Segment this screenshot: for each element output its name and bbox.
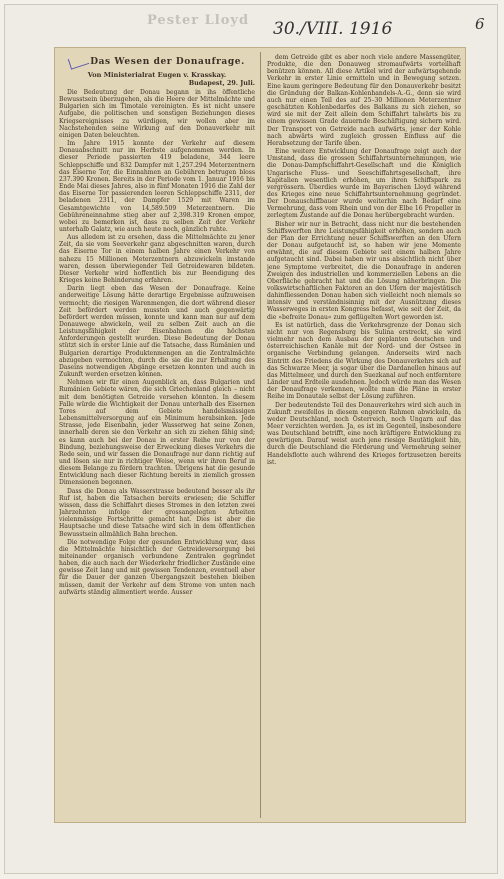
pencil-mark-icon [68, 54, 89, 70]
handwritten-date: 30./VIII. 1916 [273, 19, 393, 39]
article-paragraph: Dass die Donau als Wasserstrasse bedeutend besser als ihr Ruf ist, haben die Tatsachen bereits erwiesen; die Schiffer wissen, dass die Schiffahrt dieses Stromes in den letzten zwei Jahrzehnten infolge der grossangelegten Arbeiten vielenmässige Fortschritte gemacht hat. Dies ist aber die Hauptsache und diese Tatsache wird sich in dem öffentlichen Bewusstsein allmählich Bahn brechen. [59, 487, 255, 538]
column-divider [260, 52, 261, 818]
article-paragraph: Es ist natürlich, dass die Verkehrsgrenze der Donau sich nicht nur von Regensburg bis Sulina erstreckt, sie wird vielmehr nach dem Ausbau der geplanten deutschen und österreichischen Kanäle mit der Nord- und der Ostsee in organische Verbindung gelangen. Anderseits wird nach Eintritt des Friedens die Wirkung des Donauverkehrs sich auf das Schwarze Meer, ja sogar über die Dardanellen hinaus auf das Mittelmeer, und durch den Suezkanal auf noch entferntere Länder und Erdteile ausdehnen. Jedoch würde man das Wesen der Donaufrage verkennen, wollte man die Pläne in erster Reihe im Donautale selbst der Lösung zuführen. [267, 321, 461, 401]
article-paragraph: Eine weitere Entwicklung der Donaufrage zeigt auch der Umstand, dass die grossen Schiffahrtsunternehmungen, wie die Donau-Dampfschiffahrt-Gesellschaft und die Königlich Ungarische Fluss- und Seeschiffahrtsgesellschaft, ihre Kapitalien wesentlich erhöhen, um ihren Schiffspark zu vergrössern. Überdies wurde im Bayerischen Lloyd während des Krieges eine neue Schiffahrtsunternehmung gegründet. Der Donauschiffbauer wurde weiterhin nach Bedarf eine Vermehrung, dass vom Rhein und von der Elbe 16 Propeller in zerlegtem Zustande auf die Donau herübergebracht wurden. [267, 148, 461, 220]
article-dateline: Budapest, 29. Juli. [188, 79, 255, 87]
article-paragraph: dem Getreide gibt es aber noch viele andere Massengüter, Produkte, die den Donauweg stromaufwärts vorteilhaft benützen können. All diese Artikel wird der aufwärtsgehende Verkehr in erster Linie ermitteln und in Bewegung setzen. Eine kaum geringere Bedeutung für den Donauverkehr besitzt die Gründung der Balkan-Kohlenhandels-A.-G., denn sie wird auch nur einen Teil des auf 25–30 Millionen Meterzentner geschätzten Kohlenbedarfes des Balkans zu sich ziehen, so wird sie mit der Zeit allein dem Schiffahrt talwärts bis zu einem gewissen Grade dauernde Beschäftigung sichern wird. Der Transport von Getreide nach aufwärts, jener der Kohle nach abwärts wird zugleich grossen Einfluss auf die Herabsetzung der Tarife üben. [267, 54, 461, 147]
article-paragraph: Die notwendige Folge der gesunden Entwicklung war, dass die Mittelmächte hinsichtlich der Getreideversorgung bei miteinander organisch verbundene Zentralen gegründet haben, die auch nach der Wiederkehr friedlicher Zustände eine gewisse Zeit lang und mit gewissen Tendenzen, eventuell aber für die Dauer der ganzen Übergangszeit bestehen bleiben müssen, damit der Verkehr auf dem Strome von unten nach aufwärts ständig alimentiert werde. Ausser [59, 538, 255, 596]
page-number: 6 [475, 15, 485, 33]
article-byline: Von Ministerialrat Eugen v. Krasskay. [87, 71, 227, 79]
newspaper-stamp: Pester Lloyd [147, 13, 250, 28]
article-paragraph: Nehmen wir für einen Augenblick an, dass Bulgarien und Rumänien Gebiete wären, die sich Griechenland gleich – nicht mit dem benötigten Getreide versehen könnten. In diesem Falle würde die Wichtigkeit der Donau unterhalb des Eisernen Tores auf dem Gebiete handelsmässigen Lebensmittelversorgung auf ein Minimum herabsinken. Jede Strasse, jede Eisenbahn, jeder Wasserweg hat seine Zonen, innerhalb deren sie den Verkehr an sich zu ziehen fähig sind; es kann auch bei der Donau in erster Reihe nur von der Bindung, beziehungsweise der Erweckung dieses Verkehrs die Rede sein, und wir fassen die Donaufrage nur dann richtig auf und lösen sie nur in richtiger Weise, wenn wir ihren Beruf in diesem Belange zu fördern trachten. Übrigens hat die gesunde Entwicklung nach dieser Richtung bereits in ziemlich grossen Dimensionen begonnen. [59, 379, 255, 487]
article-paragraph: Der bedeutendste Teil des Donauverkehrs wird sich auch in Zukunft zweifellos in diesem engeren Rahmen abwickeln, da weder Deutschland, noch Österreich, noch Ungarn auf das Meer verzichten werden. Ja, es ist im Gegenteil, insbesondere was Deutschland betrifft, eine noch kräftigere Entwicklung zu gewärtigen. Darauf weist auch jene riesige Bautätigkeit hin, durch die Deutschland die Förderung und Vermehrung seiner Handelsflotte auch während des Krieges fortzusetzen bereits ist. [267, 401, 461, 466]
article-paragraph: Darin liegt eben das Wesen der Donaufrage. Keine anderweitige Lösung hätte derartige Ergebnisse aufzuweisen vermocht; die riesigen Warenmengen, die dort während dieser Zeit befördert werden mussten und auch gegenwärtig befördert werden müssen, konnte und kann man nur auf dem Donauwege abwickeln, weil zu selben Zeit auch an die Leistungsfähigkeit der Eisenbahnen die höchsten Anforderungen gestellt wurden. Diese Bedeutung der Donau stützt sich in erster Linie auf die Tatsache, dass Rumänien und Bulgarien derartige Produktenmengen an die Zentralmächte abzugeben vermochten, durch die sie die zur Erhaltung des Daseins notwendigen Abgänge ersetzen konnten und auch in Zukunft werden ersetzen können. [59, 285, 255, 379]
article-paragraph: Im Jahre 1915 konnte der Verkehr auf diesem Donauabschnitt nur im Herbste aufgenommen werden. In dieser Periode passierten 419 beladene, 344 leere Schleppschiffe und 832 Dampfer mit 1,257.294 Meterzentnern das Eiserne Tor, die Einnahmen an Gebühren betrugen bloss 237.390 Kronen. Bereits in der Periode vom 1. Januar 1916 bis Ende Mai dieses Jahres, also in fünf Monaten 1916 die Zahl der das Eiserne Tor passierenden leeren Schleppschiffe 2311, der beladenen 2311, der Dampfer 1529 mit Waren im Gesamtgewichte von 14,589.509 Meterzentnern. Die Gebühreneinnahme stieg aber auf 2,398.319 Kronen empor, wobei zu bemerken ist, dass zu selben Zeit der Verkehr unterhalb Galatz, wie auch heute noch, gänzlich ruhte. [59, 140, 255, 233]
article-paragraph: Aus alledem ist zu ersehen, dass die Mittelmächte zu jener Zeit, da sie vom Seeverkehr ganz abgeschnitten waren, durch das Eiserne Tor in einem halben Jahre einen Verkehr von nahezu 15 Millionen Meterzentnern abzuwickeln imstande waren, dessen überwiegender Teil Getreidewaren bildeten. Dieser Verkehr wird hoffentlich bis zur Beendigung des Krieges keine Behinderung erfahren. [59, 234, 255, 285]
newspaper-clipping [55, 48, 465, 822]
article-title: Das Wesen der Donaufrage. [59, 56, 255, 68]
article-column-left [59, 54, 255, 818]
article-paragraph: Die Bedeutung der Donau begann in ihs öffentliche Bewusstsein überzugehen, als die Heere der Mittelmächte und Bulgarien sich im Timotale vereinigten. Es ist nicht unsere Aufgabe, die politischen und sonstigen Beziehungen dieses Kriegsereignisses zu würdigen, wir wollen aber im Nachstehenden seine Wirkung auf den Donauverkehr mit einigen Daten beleuchten. [59, 89, 255, 139]
article-column-right [267, 54, 461, 818]
article-paragraph: Bisher wir nur in Betracht, dass nicht nur die bestehenden Schiffswerften ihre Leistungsfähigkeit erhöhen, sondern auch der Plan der Errichtung neuer Schiffswerften an den Ufern der Donau aufgetaucht ist, so haben wir jene Momente erwähnt, die auf diesem Gebiete seit einem halben Jahre aufgetaucht sind. Dabei haben wir uns absichtlich nicht über jene Symptome verbreitet, die die Donaufrage in anderen Zweigen des industriellen und kommerziellen Lebens an die Oberfläche gebracht hat und die Lösung näherbringen. Die volkswirtschaftlichen Faktoren an den Ufern der majestätisch dahinfliessenden Donau haben sich vielleicht noch niemals so intensiv und verständnisinnig mit der Ausnützung dieses Wasserweges in ersten Kongress befasst, wie seit der Zeit, da die »befreite Donau« zum geflügelten Wort geworden ist. [267, 220, 461, 321]
